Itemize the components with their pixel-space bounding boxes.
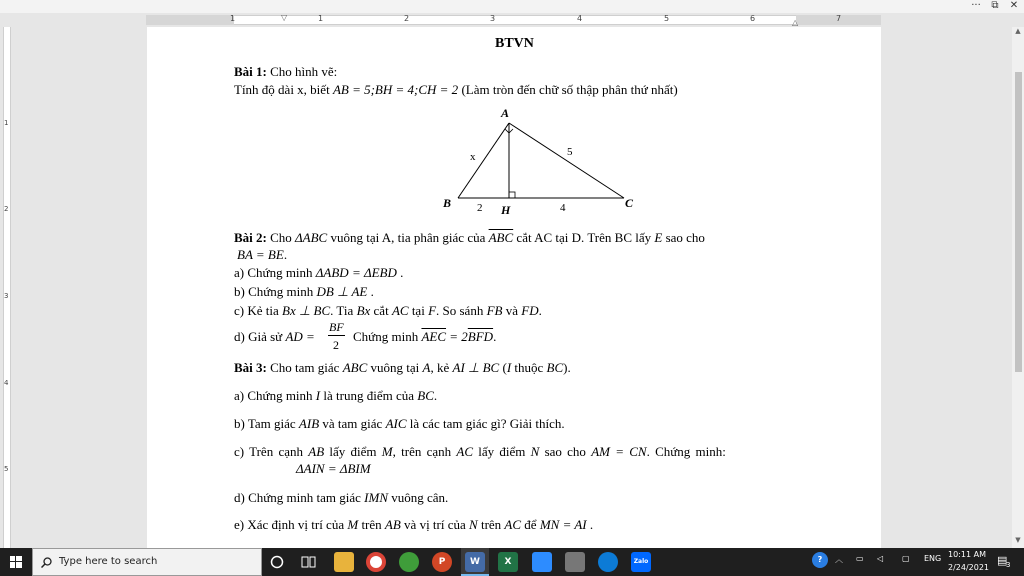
bai2-c-math: AC: [391, 303, 409, 318]
snipping-tool-icon[interactable]: [565, 552, 585, 572]
triangle-figure: [437, 107, 637, 217]
label-c: C: [625, 196, 634, 210]
bai3-e-dot: .: [589, 517, 594, 532]
side-ab: [458, 123, 509, 198]
clock-date[interactable]: 2/24/2021: [948, 563, 990, 572]
bai3-d: [234, 490, 448, 506]
clock-time[interactable]: 10:11 AM: [948, 550, 986, 559]
fraction-numerator: BF: [329, 320, 344, 334]
bai3-e: [234, 517, 593, 533]
bai2-c-math: FD: [521, 303, 539, 318]
bai2-a-text: a) Chứng minh: [234, 265, 313, 280]
fraction-denominator: 2: [333, 338, 339, 352]
scroll-down-icon[interactable]: ▼: [1015, 536, 1021, 544]
bai3-math: A: [422, 360, 431, 375]
bai3-b-math: AIB: [298, 416, 320, 431]
bai3-text: , kẻ: [430, 360, 450, 375]
ruler-number: 5: [664, 14, 670, 23]
indent-marker-icon[interactable]: ▽: [281, 13, 288, 22]
restore-icon[interactable]: ⧉: [991, 0, 999, 11]
bai3-d-text: vuông cân.: [391, 490, 449, 505]
input-method-icon[interactable]: ▢: [902, 554, 910, 563]
bai3-d-math: IMN: [364, 490, 389, 505]
chrome-icon[interactable]: [366, 552, 386, 572]
bai2-c-text: . Tia: [330, 303, 354, 318]
label-h: H: [501, 203, 511, 217]
bai2-c-math: Bx ⊥ BC: [282, 303, 331, 318]
bai3-text: (: [502, 360, 507, 375]
bai2-text: cắt AC tại D. Trên BC lấy: [516, 230, 652, 245]
title-bar: [0, 0, 1024, 13]
bai1-heading: [234, 64, 337, 80]
vruler-number: 3: [4, 292, 9, 300]
horizontal-ruler[interactable]: [0, 13, 1024, 27]
bai2-cond: BA = BE: [237, 247, 284, 262]
bai1-given: AB = 5;BH = 4;CH = 2: [332, 82, 459, 97]
bai2-c-math: F: [428, 303, 437, 318]
right-indent-marker-icon[interactable]: △: [792, 18, 799, 27]
document-page[interactable]: [147, 27, 881, 548]
bai3-c-conclusion: ΔAIN = ΔBIM: [296, 461, 371, 476]
bai2-c-text: . So sánh: [436, 303, 484, 318]
side-ac: [509, 123, 624, 198]
vertical-ruler[interactable]: [0, 27, 14, 548]
word-icon[interactable]: W: [465, 552, 485, 572]
bai2-b-text: b) Chứng minh: [234, 284, 314, 299]
bai3-intro: [234, 360, 571, 376]
ruler-number: 4: [577, 14, 583, 23]
bai3-math: BC: [546, 360, 564, 375]
bai2-d-proof: Chứng minh $\overline{AEC} = 2\overline{BFD}$.: [353, 329, 497, 344]
document-title: BTVN: [495, 36, 534, 51]
bai2-c-text: c) Kẻ tia: [234, 303, 279, 318]
bai3-c-math: AM = CN: [591, 444, 647, 459]
bai3-math: AI ⊥ BC: [452, 360, 500, 375]
ruler-number: 6: [750, 14, 756, 23]
network-icon[interactable]: ▭: [856, 554, 864, 563]
bai3-c-math: AB: [308, 444, 325, 459]
bai2-condition: [237, 247, 287, 263]
file-explorer-icon[interactable]: [334, 552, 354, 572]
bai2-b-math: DB ⊥ AE: [316, 284, 368, 299]
bai2-text: vuông tại A, tia phân giác của: [330, 230, 486, 245]
zoom-icon[interactable]: [532, 552, 552, 572]
bai3-math: ABC: [342, 360, 368, 375]
bai2-c-text: tại: [411, 303, 425, 318]
vruler-number: 5: [4, 465, 9, 473]
bai1-note: (Làm tròn đến chữ số thập phân thứ nhất): [461, 82, 678, 97]
bai2-c-text: và: [505, 303, 518, 318]
bai3-e-math: AB: [384, 517, 401, 532]
bai3-text: ).: [563, 360, 571, 375]
bai2-c-math: Bx: [356, 303, 371, 318]
task-view-icon[interactable]: [301, 555, 316, 569]
bai2-a-math: ΔABD = ΔEBD: [315, 265, 397, 280]
label-ac: 5: [567, 146, 573, 158]
bai3-a: a) Chứng minh I là trung điểm của BC.: [234, 388, 438, 403]
bai2-point-e: E: [654, 230, 663, 245]
language-indicator[interactable]: ENG: [924, 554, 942, 563]
bai3-a-math: BC: [417, 388, 434, 403]
bai3-c-math: N: [530, 444, 540, 459]
ruler-number: 1: [230, 14, 236, 23]
bai2-text: sao cho: [665, 230, 705, 245]
bai3-text: vuông tại: [370, 360, 420, 375]
bai3-e-math: N: [469, 517, 478, 532]
bai3-e-math: AC: [504, 517, 522, 532]
bai3-b: [234, 416, 565, 432]
bai2-c: c) Kẻ tia Bx ⊥ BC. Tia Bx cắt AC tại F. So sánh FB và FD.: [234, 303, 542, 318]
ruler-number: 3: [490, 14, 496, 23]
ruler-body: [146, 15, 881, 25]
bai1-question: [234, 82, 678, 98]
bai3-b-math: AIC: [385, 416, 407, 431]
bai3-e-text: trên: [361, 517, 382, 532]
vruler-number: 2: [4, 205, 9, 213]
ruler-number: 1: [318, 14, 324, 23]
ruler-number: 7: [836, 14, 842, 23]
bai3-c: [234, 444, 726, 460]
bai2-text: Cho: [270, 230, 292, 245]
bai3-e-math: MN = AI: [539, 517, 587, 532]
edge-beta-icon[interactable]: [399, 552, 419, 572]
bai3-label: Bài 3:: [234, 360, 267, 375]
label-bh: 2: [477, 202, 483, 214]
bai3-text: Cho tam giác: [270, 360, 340, 375]
bai3-c-text: lấy điểm: [478, 444, 526, 459]
bai2-d-math: AD =: [285, 329, 315, 344]
scroll-thumb[interactable]: [1015, 72, 1022, 372]
vruler-number: 1: [4, 119, 9, 127]
bai1-label: Bài 1:: [234, 64, 267, 79]
bai2-triangle: ΔABC: [295, 230, 328, 245]
bai3-c-text: c) Trên cạnh: [234, 444, 303, 459]
vertical-scrollbar[interactable]: [1012, 27, 1024, 548]
bai3-e-text: trên: [480, 517, 502, 532]
bai2-b: b) Chứng minh DB ⊥ AE .: [234, 284, 374, 299]
bai2-intro: [234, 230, 705, 246]
word-active-indicator: [461, 548, 489, 576]
close-icon[interactable]: ✕: [1009, 0, 1019, 11]
bai2-dot: .: [283, 247, 288, 262]
bai3-e-text: e) Xác định vị trí của: [234, 517, 345, 532]
more-options-icon[interactable]: ···: [971, 0, 981, 11]
bai2-c-math: FB: [486, 303, 503, 318]
bai3-e-text: để: [524, 517, 537, 532]
help-icon[interactable]: ?: [812, 552, 828, 568]
bai3-a-text: là trung điểm của: [323, 388, 414, 403]
bai1-line: Tính độ dài x, biết: [234, 82, 330, 97]
bai3-math: I: [506, 360, 512, 375]
right-angle-h: [509, 192, 515, 198]
powerpoint-icon[interactable]: P: [432, 552, 452, 572]
cortana-icon[interactable]: [270, 555, 284, 569]
bai2-d-text: Chứng minh: [353, 329, 419, 344]
taskbar-search[interactable]: [32, 548, 262, 576]
bai3-e-math: M: [347, 517, 359, 532]
ruler-left-margin: [146, 15, 234, 25]
bai3-d-text: d) Chứng minh tam giác: [234, 490, 361, 505]
bai3-c-text: lấy điểm: [329, 444, 377, 459]
label-x: x: [470, 151, 476, 163]
bai3-c-math: M: [381, 444, 393, 459]
excel-icon[interactable]: X: [498, 552, 518, 572]
bai3-c-text: sao cho: [544, 444, 586, 459]
bai3-c-math: AC: [456, 444, 474, 459]
bai1-intro: Cho hình vẽ:: [270, 64, 338, 79]
bai2-d-math: = 2: [449, 329, 468, 344]
bai3-c-text: , trên cạnh: [392, 444, 452, 459]
vruler-number: 4: [4, 379, 9, 387]
bai2-angle: $\overline{ABC}$: [488, 230, 514, 245]
volume-icon[interactable]: ◁: [877, 554, 884, 563]
bai2-d-text: d) Giả sử: [234, 329, 283, 344]
taskbar: [0, 548, 1024, 576]
notification-count: 3: [1006, 561, 1011, 569]
edge-icon[interactable]: [598, 552, 618, 572]
label-hc: 4: [560, 202, 566, 214]
label-b: B: [443, 196, 452, 210]
scroll-up-icon[interactable]: ▲: [1015, 27, 1021, 35]
zalo-icon[interactable]: Zalo: [631, 552, 651, 572]
bai2-d: [234, 329, 315, 345]
windows-start-icon[interactable]: [10, 556, 22, 568]
bai3-b-text: b) Tam giác: [234, 416, 296, 431]
search-icon: [41, 557, 52, 568]
bai2-label: Bài 2:: [234, 230, 267, 245]
bai2-d-angle: $\overline{AEC}$: [421, 329, 447, 344]
bai3-b-text: và tam giác: [322, 416, 383, 431]
bai3-c-text: . Chứng minh:: [646, 444, 726, 459]
bai3-b-text: là các tam giác gì? Giải thích.: [409, 416, 565, 431]
bai2-d-angle: $\overline{BFD}$: [467, 329, 494, 344]
bai3-a-text: a) Chứng minh: [234, 388, 313, 403]
search-placeholder: Type here to search: [59, 556, 158, 567]
bai2-c-text: cắt: [373, 303, 389, 318]
notification-center-icon[interactable]: ▤: [997, 554, 1008, 567]
bai3-a-math: I: [315, 388, 321, 403]
bai3-text: thuộc: [514, 360, 544, 375]
show-hidden-icons-icon[interactable]: ︿: [835, 555, 843, 564]
bai2-a: a) Chứng minh ΔABD = ΔEBD .: [234, 265, 404, 280]
label-a: A: [501, 107, 510, 120]
ruler-number: 2: [404, 14, 410, 23]
bai3-e-text: và vị trí của: [404, 517, 466, 532]
